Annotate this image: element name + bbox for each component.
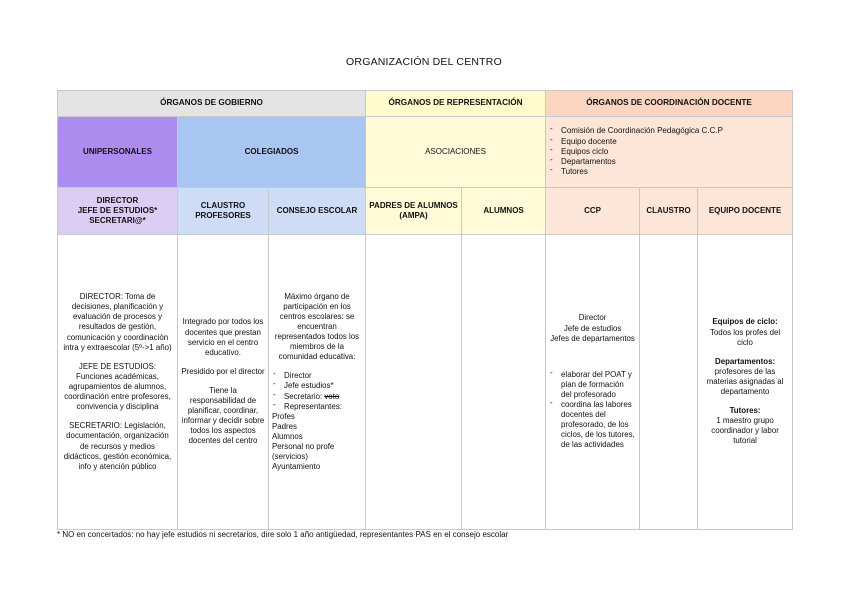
column-claustro-profesores: CLAUSTRO PROFESORES	[178, 188, 269, 235]
subheader-unipersonales: UNIPERSONALES	[58, 117, 178, 188]
cell-equipo-docente: Equipos de ciclo: Todos los profes del ciclo Departamentos: profesores de las materias asignadas al departamento Tutores: 1 maestro grupo coordinador y labor tutorial	[698, 235, 793, 530]
column-ccp: CCP	[546, 188, 640, 235]
page-title: ORGANIZACIÓN DEL CENTRO	[346, 56, 502, 68]
subheader-asociaciones: ASOCIACIONES	[366, 117, 546, 188]
secretario-description: SECRETARIO: Legislación, documentación, organización de recursos y medios didácticos, gestión económica, info y atención público	[63, 421, 172, 471]
representantes-list: Profes Padres Alumnos Personal no profe (servicios) Ayuntamiento	[272, 411, 335, 472]
organization-table	[57, 90, 793, 530]
column-claustro: CLAUSTRO	[640, 188, 698, 235]
list-item: - Jefe estudios*	[272, 381, 362, 391]
cell-alumnos	[462, 235, 546, 530]
subheader-row	[58, 117, 793, 188]
list-item: - Representantes:	[272, 402, 362, 412]
column-padres: PADRES DE ALUMNOS (AMPA)	[366, 188, 462, 235]
content-row	[58, 235, 793, 530]
column-header-row	[58, 188, 793, 235]
list-item: - coordina las labores docentes del profesorado, de los ciclos, de los tutores, de las actividades	[549, 400, 636, 451]
column-director: DIRECTOR JEFE DE ESTUDIOS* SECRETARI@*	[58, 188, 178, 235]
column-consejo-escolar: CONSEJO ESCOLAR	[269, 188, 366, 235]
cell-unipersonales	[58, 235, 178, 530]
list-item: - Tutores	[549, 167, 789, 177]
cell-consejo-escolar: Máximo órgano de participación en los centros escolares: se encuentran representados todos los miembros de la comunidad educativa: - Director - Jefe estudios* - Secretario: voto - Representantes: Profes Padres Alumnos Personal no profe (servicios) Ayuntamiento	[269, 235, 366, 530]
footnote: * NO en concertados: no hay jefe estudios ni secretarios, dire solo 1 año antigüedad, representantes PAS en el consejo escolar	[57, 530, 509, 539]
list-item: - Equipos ciclo	[549, 147, 789, 157]
cell-ccp: Director Jefe de estudios Jefes de departamentos - elaborar del POAT y plan de formación del profesorado - coordina las labores docentes del profesorado, de los ciclos, de los tutores, de las actividades	[546, 235, 640, 530]
cell-padres	[366, 235, 462, 530]
director-description: DIRECTOR: Toma de decisiones, planificación y evaluación de procesos y resultados de gestión, comunicación y coordinación intra y extraescolar (5º->1 año)	[63, 292, 172, 352]
header-representacion: ÓRGANOS DE REPRESENTACIÓN	[366, 91, 546, 117]
list-item: - Director	[272, 371, 362, 381]
header-gobierno: ÓRGANOS DE GOBIERNO	[58, 91, 366, 117]
jefe-description: JEFE DE ESTUDIOS: Funciones académicas, agrupamientos de alumnos, coordinación entre profesores, convivencia y disciplina	[64, 361, 171, 412]
column-equipo-docente: EQUIPO DOCENTE	[698, 188, 793, 235]
subheader-coordinacion-list	[546, 117, 793, 188]
cell-claustro	[640, 235, 698, 530]
cell-claustro-profesores: Integrado por todos los docentes que prestan servicio en el centro educativo. Presidido por el director Tiene la responsabilidad de planificar, coordinar, informar y decidir sobre todos los aspectos docentes del centro	[178, 235, 269, 530]
list-item: - Secretario: voto	[272, 392, 362, 402]
list-item: - Comisión de Coordinación Pedagógica C.C.P	[549, 126, 789, 136]
subheader-colegiados: COLEGIADOS	[178, 117, 366, 188]
column-alumnos: ALUMNOS	[462, 188, 546, 235]
list-item: - Equipo docente	[549, 137, 789, 147]
header-coordinacion: ÓRGANOS DE COORDINACIÓN DOCENTE	[546, 91, 793, 117]
list-item: - elaborar del POAT y plan de formación del profesorado	[549, 370, 636, 400]
list-item: - Departamentos	[549, 157, 789, 167]
header-row	[58, 91, 793, 117]
